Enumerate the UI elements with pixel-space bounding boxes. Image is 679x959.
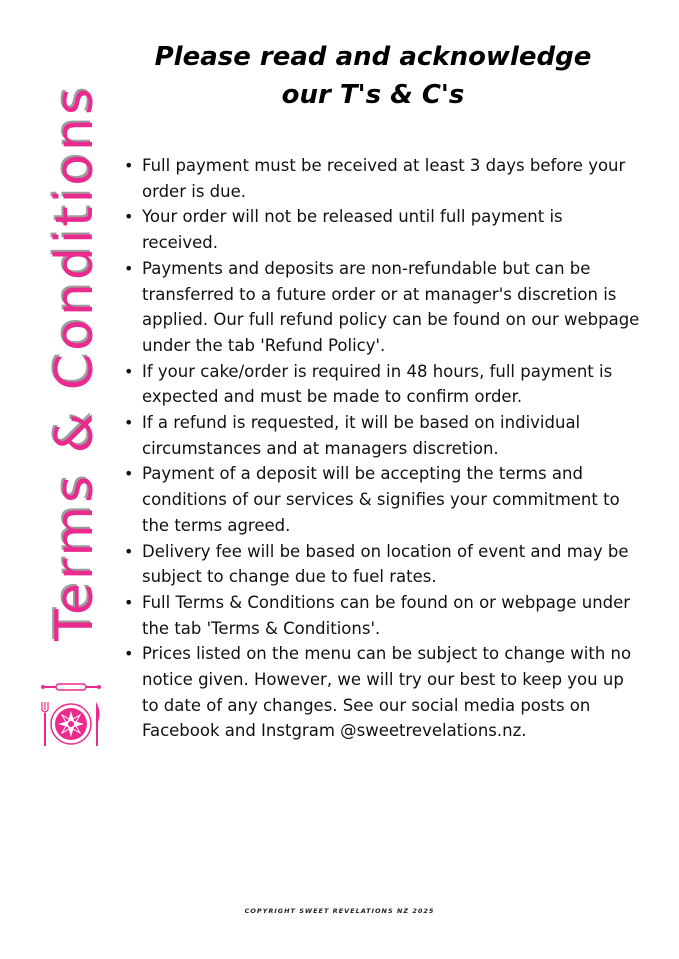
term-text: If your cake/order is required in 48 hours, full payment is expected and must be made to confirm order. [142,361,613,407]
term-item [122,256,642,359]
term-text: Your order will not be released until full payment is received. [142,207,563,253]
side-title: Terms & Conditions [45,85,105,641]
term-item [122,359,642,410]
term-text: Full Terms & Conditions can be found on or webpage under the tab 'Terms & Conditions'. [142,592,631,638]
term-item [122,153,642,204]
term-text: Prices listed on the menu can be subject to change with no notice given. However, we will try our best to keep you up to date of any changes. See our social media posts on Facebook and Instgram @sweetrevelations.nz. [142,644,632,741]
bullet: • [124,413,134,433]
term-item [122,539,642,590]
bullet: • [124,592,134,612]
bullet: • [124,156,134,175]
baking-logo-icon [36,680,106,750]
bullet: • [124,258,134,278]
bullet: • [124,207,134,227]
term-text: Delivery fee will be based on location of event and may be subject to change due to fuel rates. [142,541,629,587]
term-text: Payments and deposits are non-refundable but can be transferred to a future order or at manager's discretion is applied. Our full refund policy can be found on our webpage under the tab 'Refund Policy'. [142,258,640,355]
term-item [122,590,642,641]
term-text: Payment of a deposit will be accepting the terms and conditions of our services & signifies your commitment to the terms agreed. [142,464,620,535]
term-item [122,461,642,538]
heading-line-1: Please read and acknowledge [154,42,592,72]
term-text: If a refund is requested, it will be based on individual circumstances and at managers discretion. [142,413,581,458]
bullet: • [124,361,134,381]
page-heading [110,38,636,114]
bullet: • [124,464,134,484]
term-item [122,410,642,461]
term-item [122,641,642,744]
heading-line-2: our T's & C's [281,80,465,110]
term-item [122,204,642,255]
term-text: Full payment must be received at least 3 days before your order is due. [142,156,626,201]
bullet: • [124,644,134,664]
copyright-footer: COPYRIGHT SWEET REVELATIONS NZ 2025 [244,907,435,915]
terms-list [122,153,642,744]
bullet: • [124,541,134,561]
